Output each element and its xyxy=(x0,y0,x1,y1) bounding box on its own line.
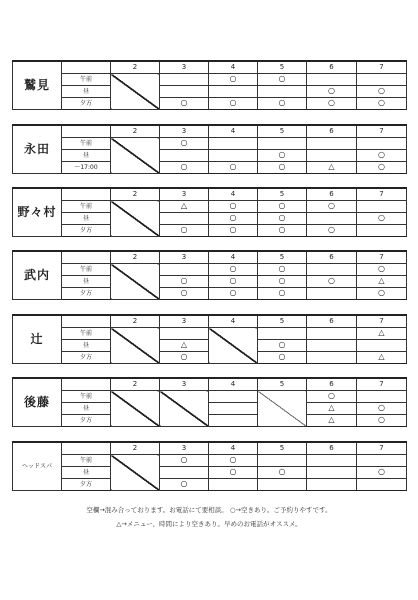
availability-cell xyxy=(307,352,357,364)
day-header: 5 xyxy=(258,125,307,138)
staff-table-2 xyxy=(12,124,407,174)
day-header: 7 xyxy=(357,188,407,201)
availability-cell xyxy=(258,86,307,98)
availability-mark: ○ xyxy=(229,74,237,83)
availability-cell xyxy=(258,479,307,491)
day-header: 6 xyxy=(307,188,357,201)
availability-cell xyxy=(307,150,357,162)
availability-cell xyxy=(160,288,209,300)
availability-cell xyxy=(258,225,307,237)
availability-cell xyxy=(209,98,258,110)
availability-cell xyxy=(160,201,209,213)
availability-mark: ○ xyxy=(278,201,286,210)
time-slot-label: 昼 xyxy=(62,403,111,415)
unavailable-day-cell xyxy=(111,201,160,237)
availability-cell xyxy=(258,162,307,174)
availability-cell xyxy=(258,264,307,276)
availability-cell xyxy=(160,150,209,162)
availability-mark: ○ xyxy=(378,467,385,476)
availability-cell xyxy=(307,138,357,150)
availability-cell xyxy=(258,201,307,213)
availability-cell xyxy=(357,403,407,415)
availability-cell xyxy=(357,201,407,213)
availability-cell xyxy=(160,225,209,237)
availability-mark: ○ xyxy=(180,162,188,171)
day-header: 7 xyxy=(357,315,407,328)
day-header: 5 xyxy=(258,442,307,455)
availability-cell xyxy=(160,276,209,288)
day-header: 2 xyxy=(111,61,160,74)
availability-mark: ○ xyxy=(180,455,188,464)
availability-cell xyxy=(357,340,407,352)
day-header: 6 xyxy=(307,315,357,328)
day-header: 3 xyxy=(160,442,209,455)
day-header: 4 xyxy=(209,188,258,201)
availability-cell xyxy=(307,213,357,225)
availability-cell xyxy=(307,86,357,98)
time-slot-label: 夕方 xyxy=(62,415,111,427)
slot-header-blank xyxy=(62,251,111,264)
availability-cell xyxy=(209,74,258,86)
availability-cell xyxy=(307,328,357,340)
time-slot-label: 午前 xyxy=(62,391,111,403)
slot-header-blank xyxy=(62,442,111,455)
availability-cell xyxy=(160,213,209,225)
availability-mark: ○ xyxy=(278,340,286,349)
time-slot-label: 午前 xyxy=(62,455,111,467)
availability-cell xyxy=(307,288,357,300)
availability-cell xyxy=(209,201,258,213)
unavailable-day-cell xyxy=(209,328,258,364)
availability-mark: ○ xyxy=(378,288,385,297)
availability-cell xyxy=(258,138,307,150)
day-header: 5 xyxy=(258,61,307,74)
availability-cell xyxy=(209,479,258,491)
availability-mark: ○ xyxy=(378,264,385,273)
slot-header-blank xyxy=(62,188,111,201)
day-header: 3 xyxy=(160,378,209,391)
availability-cell xyxy=(209,264,258,276)
availability-cell xyxy=(160,86,209,98)
unavailable-day-cell xyxy=(111,328,160,364)
day-header: 7 xyxy=(357,251,407,264)
availability-mark: ○ xyxy=(278,225,286,234)
availability-cell xyxy=(209,138,258,150)
staff-table-4 xyxy=(12,250,407,300)
day-header: 5 xyxy=(258,378,307,391)
day-header: 2 xyxy=(111,125,160,138)
availability-cell xyxy=(160,98,209,110)
day-header: 7 xyxy=(357,61,407,74)
availability-mark: ○ xyxy=(278,467,286,476)
availability-mark: ○ xyxy=(180,98,188,107)
availability-cell xyxy=(357,455,407,467)
availability-mark: ○ xyxy=(229,201,237,210)
staff-table-7 xyxy=(12,441,407,491)
availability-mark: ○ xyxy=(180,288,188,297)
availability-cell xyxy=(307,225,357,237)
availability-cell xyxy=(357,276,407,288)
availability-cell xyxy=(160,455,209,467)
availability-mark: ○ xyxy=(229,455,237,464)
day-header: 3 xyxy=(160,251,209,264)
day-header: 2 xyxy=(111,188,160,201)
availability-cell xyxy=(209,162,258,174)
time-slot-label: 昼 xyxy=(62,150,111,162)
availability-cell xyxy=(307,415,357,427)
availability-cell xyxy=(209,213,258,225)
availability-mark: △ xyxy=(328,162,335,171)
availability-cell xyxy=(357,467,407,479)
availability-mark: △ xyxy=(378,352,385,361)
availability-mark: ○ xyxy=(328,86,335,95)
availability-mark: ○ xyxy=(378,403,385,412)
availability-cell xyxy=(160,467,209,479)
availability-cell xyxy=(357,264,407,276)
staff-name: ヘッドスパ xyxy=(13,442,62,491)
day-header: 7 xyxy=(357,125,407,138)
availability-cell xyxy=(160,264,209,276)
unavailable-day-cell xyxy=(111,74,160,110)
availability-cell xyxy=(357,74,407,86)
day-header: 3 xyxy=(160,188,209,201)
availability-cell xyxy=(307,98,357,110)
unavailable-day-cell xyxy=(160,391,209,427)
day-header: 4 xyxy=(209,315,258,328)
availability-cell xyxy=(307,276,357,288)
availability-mark: ○ xyxy=(229,98,237,107)
availability-mark: ○ xyxy=(328,98,335,107)
availability-cell xyxy=(160,328,209,340)
availability-cell xyxy=(307,455,357,467)
availability-cell xyxy=(160,479,209,491)
availability-cell xyxy=(357,225,407,237)
availability-cell xyxy=(307,467,357,479)
availability-mark: △ xyxy=(180,340,188,349)
time-slot-label: 夕方 xyxy=(62,98,111,110)
availability-cell xyxy=(307,264,357,276)
availability-mark: ○ xyxy=(278,98,286,107)
day-header: 6 xyxy=(307,125,357,138)
day-header: 3 xyxy=(160,61,209,74)
availability-cell xyxy=(258,352,307,364)
day-header: 3 xyxy=(160,125,209,138)
availability-cell xyxy=(357,352,407,364)
availability-cell xyxy=(209,403,258,415)
availability-mark: ○ xyxy=(229,467,237,476)
slot-header-blank xyxy=(62,315,111,328)
staff-table-3 xyxy=(12,187,407,237)
availability-cell xyxy=(307,201,357,213)
availability-cell xyxy=(357,86,407,98)
day-header: 2 xyxy=(111,442,160,455)
availability-mark: ○ xyxy=(378,86,385,95)
time-slot-label: 夕方 xyxy=(62,225,111,237)
availability-cell xyxy=(258,98,307,110)
availability-cell xyxy=(307,162,357,174)
time-slot-label: 午前 xyxy=(62,264,111,276)
availability-mark: ○ xyxy=(378,213,385,222)
availability-cell xyxy=(258,276,307,288)
availability-cell xyxy=(258,328,307,340)
unavailable-day-cell xyxy=(111,264,160,300)
time-slot-label: 昼 xyxy=(62,340,111,352)
availability-mark: ○ xyxy=(229,225,237,234)
time-slot-label: 午前 xyxy=(62,138,111,150)
staff-table-6 xyxy=(12,377,407,427)
availability-cell xyxy=(258,150,307,162)
availability-cell xyxy=(307,340,357,352)
time-slot-label: 昼 xyxy=(62,467,111,479)
legend-note-1: 空欄→混み合っております。お電話にて要相談。 ○→空きあり。ご予約りやすです。 xyxy=(86,506,332,514)
availability-cell xyxy=(258,288,307,300)
day-header: 6 xyxy=(307,61,357,74)
staff-name: 野々村 xyxy=(13,188,62,237)
availability-cell xyxy=(209,276,258,288)
time-slot-label: 夕方 xyxy=(62,288,111,300)
availability-cell xyxy=(307,403,357,415)
availability-mark: △ xyxy=(328,415,335,424)
availability-cell xyxy=(357,138,407,150)
slot-header-blank xyxy=(62,61,111,74)
availability-mark: ○ xyxy=(378,98,385,107)
staff-name: 鷲見 xyxy=(13,61,62,110)
day-header: 2 xyxy=(111,378,160,391)
time-slot-label: 昼 xyxy=(62,86,111,98)
legend-note-2: △→メニュー、時間により空きあり。早めのお電話がオススメ。 xyxy=(116,520,302,528)
availability-cell xyxy=(357,213,407,225)
availability-mark: ○ xyxy=(180,276,188,285)
availability-cell xyxy=(307,391,357,403)
time-slot-label: ～17:00 xyxy=(62,162,111,174)
availability-mark: ○ xyxy=(378,415,385,424)
availability-cell xyxy=(307,74,357,86)
day-header: 6 xyxy=(307,378,357,391)
time-slot-label: 昼 xyxy=(62,276,111,288)
time-slot-label: 午前 xyxy=(62,74,111,86)
slot-header-blank xyxy=(62,378,111,391)
availability-mark: ○ xyxy=(378,162,385,171)
time-slot-label: 夕方 xyxy=(62,352,111,364)
availability-cell xyxy=(357,288,407,300)
availability-cell xyxy=(209,225,258,237)
day-header: 7 xyxy=(357,378,407,391)
availability-mark: ○ xyxy=(278,74,286,83)
availability-cell xyxy=(209,150,258,162)
availability-mark: ○ xyxy=(278,162,286,171)
availability-cell xyxy=(160,138,209,150)
availability-cell xyxy=(209,391,258,403)
availability-cell xyxy=(160,352,209,364)
availability-mark: ○ xyxy=(328,391,335,400)
availability-mark: △ xyxy=(378,276,385,285)
availability-cell xyxy=(209,288,258,300)
unavailable-day-cell xyxy=(258,391,307,427)
day-header: 7 xyxy=(357,442,407,455)
availability-mark: ○ xyxy=(278,352,286,361)
availability-mark: ○ xyxy=(229,162,237,171)
availability-cell xyxy=(258,467,307,479)
availability-mark: ○ xyxy=(229,276,237,285)
availability-mark: ○ xyxy=(180,225,188,234)
day-header: 4 xyxy=(209,378,258,391)
availability-cell xyxy=(160,340,209,352)
availability-mark: △ xyxy=(328,403,335,412)
day-header: 2 xyxy=(111,251,160,264)
availability-mark: ○ xyxy=(229,213,237,222)
slot-header-blank xyxy=(62,125,111,138)
unavailable-day-cell xyxy=(111,455,160,491)
day-header: 6 xyxy=(307,442,357,455)
availability-cell xyxy=(357,415,407,427)
staff-name: 永田 xyxy=(13,125,62,174)
availability-mark: ○ xyxy=(180,138,188,147)
day-header: 5 xyxy=(258,188,307,201)
availability-cell xyxy=(209,455,258,467)
unavailable-day-cell xyxy=(111,391,160,427)
availability-cell xyxy=(160,162,209,174)
availability-mark: ○ xyxy=(180,479,188,488)
availability-mark: ○ xyxy=(278,276,286,285)
availability-cell xyxy=(357,391,407,403)
staff-name: 辻 xyxy=(13,315,62,364)
time-slot-label: 昼 xyxy=(62,213,111,225)
day-header: 4 xyxy=(209,442,258,455)
availability-cell xyxy=(357,98,407,110)
staff-name: 後藤 xyxy=(13,378,62,427)
availability-mark: ○ xyxy=(278,213,286,222)
availability-cell xyxy=(258,340,307,352)
time-slot-label: 午前 xyxy=(62,328,111,340)
availability-mark: ○ xyxy=(328,225,335,234)
availability-cell xyxy=(357,150,407,162)
staff-table-5 xyxy=(12,314,407,364)
availability-mark: △ xyxy=(180,201,188,210)
availability-cell xyxy=(258,455,307,467)
unavailable-day-cell xyxy=(111,138,160,174)
availability-mark: ○ xyxy=(328,276,335,285)
time-slot-label: 午前 xyxy=(62,201,111,213)
availability-mark: ○ xyxy=(229,288,237,297)
availability-mark: ○ xyxy=(278,288,286,297)
availability-mark: ○ xyxy=(278,264,286,273)
day-header: 4 xyxy=(209,61,258,74)
availability-cell xyxy=(258,74,307,86)
availability-cell xyxy=(209,86,258,98)
day-header: 4 xyxy=(209,125,258,138)
day-header: 4 xyxy=(209,251,258,264)
availability-cell xyxy=(160,74,209,86)
availability-mark: ○ xyxy=(180,352,188,361)
availability-mark: △ xyxy=(378,328,385,337)
availability-cell xyxy=(357,162,407,174)
staff-name: 武内 xyxy=(13,251,62,300)
availability-mark: ○ xyxy=(278,150,286,159)
day-header: 3 xyxy=(160,315,209,328)
day-header: 5 xyxy=(258,315,307,328)
availability-cell xyxy=(209,415,258,427)
availability-cell xyxy=(357,479,407,491)
availability-cell xyxy=(209,467,258,479)
day-header: 5 xyxy=(258,251,307,264)
day-header: 6 xyxy=(307,251,357,264)
availability-mark: ○ xyxy=(378,150,385,159)
day-header: 2 xyxy=(111,315,160,328)
availability-cell xyxy=(258,213,307,225)
availability-mark: ○ xyxy=(229,264,237,273)
staff-table-1 xyxy=(12,60,407,110)
time-slot-label: 夕方 xyxy=(62,479,111,491)
availability-cell xyxy=(307,479,357,491)
availability-mark: ○ xyxy=(328,201,335,210)
availability-cell xyxy=(357,328,407,340)
